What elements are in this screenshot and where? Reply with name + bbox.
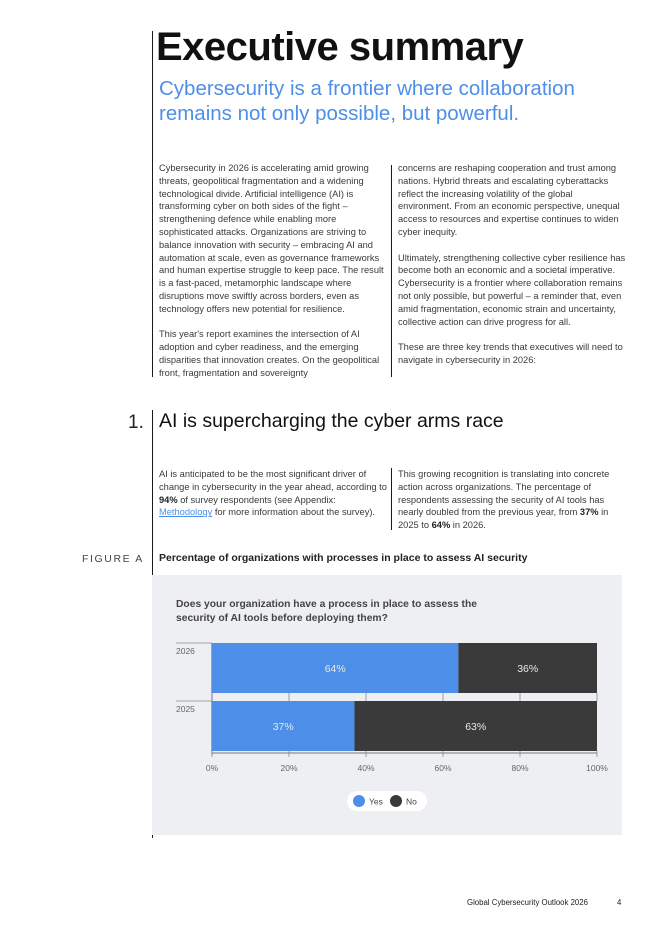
summary-paragraph: concerns are reshaping cooperation and trust among nations. Hybrid threats and escalating cyberattacks reflect the increasing volatility of the global environment. From an economic perspective, unequal access to resources and expertise continues to widen cyber inequity. [398,163,620,237]
figure-title: Percentage of organizations with processes in place to assess AI security [159,552,528,564]
section-text: in 2025 to [398,507,609,531]
category-label: 2026 [176,646,195,656]
summary-paragraph: Cybersecurity in 2026 is accelerating amid growing threats, geopolitical fragmentation and a widening technological divide. Artificial intelligence (AI) is transforming cyber on both sides of the fight – strengthening defence while enabling more sophisticated attacks. Organizations are striving to balance innovation with security – embracing AI and automation at scale, even as governance frameworks and human expertise struggle to keep pace. The result is a fast-paced, metamorphic landscape where disruptions move swiftly across borders, even as technology offers new potential for resilience. [159,163,384,314]
data-label: 64% [324,663,346,675]
legend-swatch [390,795,402,807]
stat-highlight: 64% [431,520,451,531]
summary-paragraph: These are three key trends that executives will need to navigate in cybersecurity in 2026: [398,342,623,365]
x-tick-label: 100% [586,763,608,773]
section-text: in 2026. [450,520,486,531]
x-tick-label: 20% [280,763,298,773]
chart-question: Does your organization have a process in place to assess the security of AI tools before deploying them? [176,599,478,624]
footer-publication: Global Cybersecurity Outlook 2026 [467,898,588,907]
x-tick-label: 80% [511,763,529,773]
methodology-link[interactable]: Methodology [159,507,213,518]
data-label: 37% [272,721,294,733]
page-number: 4 [617,898,622,907]
x-tick-label: 40% [357,763,375,773]
section-number: 1. [128,412,144,433]
section-title: AI is supercharging the cyber arms race [159,410,504,432]
legend-swatch [353,795,365,807]
page-title: Executive summary [156,25,524,69]
category-label: 2025 [176,704,195,714]
section-text: for more information about the survey). [212,507,376,518]
data-label: 63% [465,721,487,733]
page-subtitle: Cybersecurity is a frontier where collaboration remains not only possible, but powerful. [159,77,575,125]
summary-paragraph: This year's report examines the intersection of AI adoption and cyber readiness, and the emerging disparities that innovation creates. On the geopolitical front, fragmentation and sovereignty [159,329,380,378]
section-text: This growing recognition is translating into concrete action across organizations. The percentage of respondents assessing the security of AI tools has nearly doubled from the previous year, from [398,469,610,518]
stat-highlight: 37% [579,507,599,518]
stat-highlight: 94% [159,494,178,505]
legend-label: Yes [369,796,383,807]
data-label: 36% [517,663,539,675]
x-tick-label: 0% [205,763,219,773]
section-text: AI is anticipated to be the most significant driver of change in cybersecurity in the year ahead, according to [159,469,387,492]
x-tick-label: 60% [434,763,452,773]
section-text: of survey respondents (see Appendix: [177,494,336,505]
legend-label: No [406,796,417,807]
summary-paragraph: Ultimately, strengthening collective cyber resilience has become both an economic and a societal imperative. Cybersecurity is a frontier where collaboration remains not only possible, but powerful – a reminder that, even amid fragmentation, economic strain and uncertainty, collective action can drive progress for all. [398,252,626,327]
figure-label: FIGURE A [82,553,144,565]
